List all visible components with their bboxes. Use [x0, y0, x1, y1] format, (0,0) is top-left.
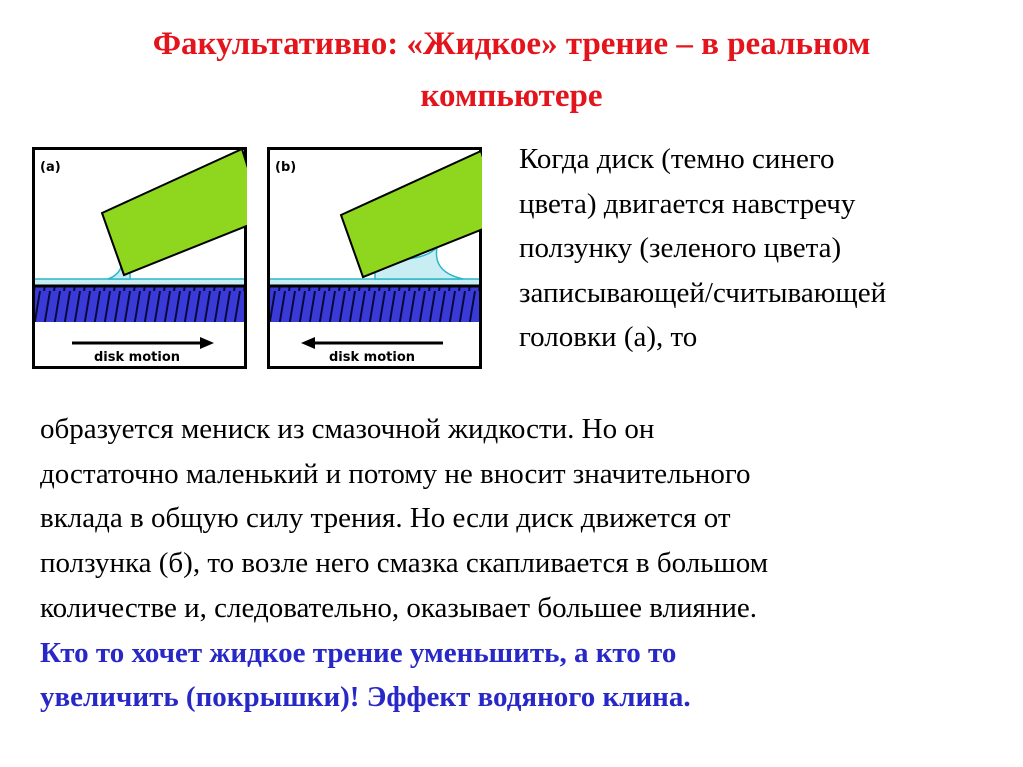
body-line: вклада в общую силу трения. Но если диск движется от — [40, 502, 731, 535]
figure-b-label: (b) — [275, 160, 297, 175]
side-line: Когда диск (темно синего — [519, 143, 835, 175]
body-line: достаточно маленький и потому не вносит значительного — [40, 457, 751, 490]
slide-title — [20, 18, 1003, 122]
figure-b — [267, 147, 482, 369]
body-line: образуется мениск из смазочной жидкости. Но он — [40, 413, 655, 445]
slide-title-line-1: Факультативно: «Жидкое» трение – в реальном — [152, 26, 871, 62]
lubricant-layer — [270, 279, 479, 285]
side-line: головки (а), то — [519, 321, 698, 353]
figure-a-label: (a) — [40, 160, 61, 175]
side-line: ползунку (зеленого цвета) — [519, 232, 842, 264]
emphasis-line: увеличить (покрышки)! Эффект водяного клина. — [40, 681, 691, 714]
figure-a-caption: disk motion — [94, 350, 181, 365]
side-paragraph — [519, 137, 1009, 360]
slide-title-line-2: компьютере — [420, 78, 603, 114]
body-paragraph — [40, 407, 1000, 720]
side-line: цвета) двигается навстречу — [519, 187, 856, 220]
body-line: количестве и, следовательно, оказывает большее влияние. — [40, 591, 758, 624]
emphasis-line: Кто то хочет жидкое трение уменьшить, а кто то — [40, 636, 677, 669]
figure-b-caption: disk motion — [329, 350, 416, 365]
body-line: ползунка (б), то возле него смазка скапливается в большом — [40, 547, 769, 580]
lubricant-layer — [35, 279, 244, 285]
side-line: записывающей/считывающей — [519, 276, 887, 309]
figure-a — [32, 147, 247, 369]
